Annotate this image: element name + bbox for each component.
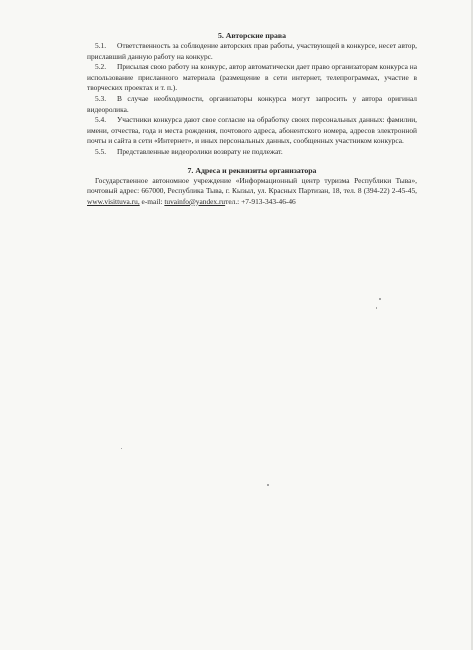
paragraph-number: 5.3. [95,93,107,103]
paragraph-5-5 [87,147,417,158]
paragraph-text: Представленные видеоролики возврату не подлежат. [117,146,283,156]
paragraph-number: 5.4. [95,115,107,125]
paragraph-number: 5.5. [95,146,107,156]
section-spacer [87,158,417,165]
website-link[interactable]: www.visittuva.ru, [87,196,140,206]
paragraph-text: В случае необходимости, организаторы конкурса могут запросить у автора оригинал видеоролика. [87,93,417,114]
section-5-title: 5. Авторские права [217,31,287,40]
phone-text: тел.: +7-913-343-46-46 [225,196,296,206]
organizer-contacts [87,176,417,208]
paragraph-text: Ответственность за соблюдение авторских прав работы, участвующей в конкурсе, несет автор, приславший данную работу на конкурс. [87,41,417,61]
document-body [87,30,417,207]
paragraph-text: Участники конкурса дают свое согласие на обработку своих персональных данных: фамилии, имени, отчества, года и места рождения, почтового адреса, абонентского номера, адресов электронной почты и сайта в сети «Интернет», и иных персональных данных, сообщенных участником конкурса. [87,115,417,146]
scan-speck [376,307,377,309]
scan-speck [267,484,269,486]
email-link[interactable]: tuvainfo@yandex.ru [164,196,226,206]
section-7-title: 7. Адреса и реквизиты организатора [187,165,317,175]
paragraph-5-1 [87,41,417,62]
organizer-address: Государственное автономное учреждение «Информационный центр туризма Республики Тыва», почтовый адрес: 667000, Республика Тыва, г. Кызыл, ул. Красных Партизан, 18, тел. 8 (394-22) 2-45-45, [87,175,417,196]
scan-speck [121,448,122,449]
paragraph-5-4 [87,115,417,147]
paragraph-5-2 [87,62,417,94]
paragraph-number: 5.2. [95,62,107,72]
paragraph-number: 5.1. [95,41,107,50]
paragraph-text: Присылая свою работу на конкурс, автор автоматически дает право организаторам конкурса на использование присланного материала (размещение в сети интернет, телепрограммах, участие в творческих проектах и т. п.). [87,62,417,93]
paragraph-5-3 [87,94,417,115]
email-label: e-mail: [141,196,163,206]
scan-speck [379,298,381,300]
